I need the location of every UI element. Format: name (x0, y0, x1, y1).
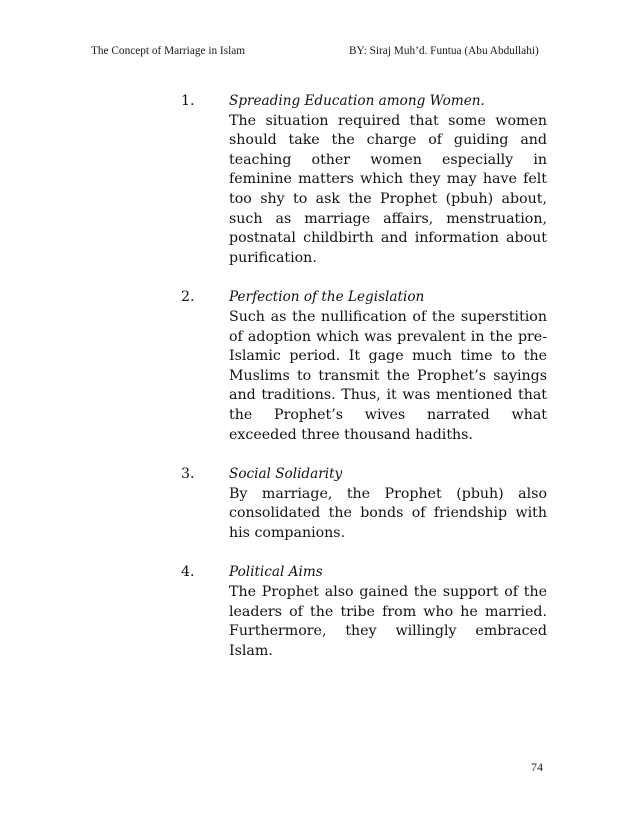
list-item-text: Such as the nullification of the superstition of adoption which was prevalent in the pre-Islamic period. It gage much time to the Muslims to transmit the Prophet’s sayings and traditions. Thus, it was mentioned that the Prophet’s wives narrated what exceeded three thousand hadiths. (229, 308, 547, 443)
list-item-number: 3. (181, 466, 195, 483)
list-item (181, 92, 547, 268)
header-book-title: The Concept of Marriage in Islam (91, 45, 246, 57)
list-item-number: 4. (181, 564, 195, 581)
list-item-text: The Prophet also gained the support of the leaders of the tribe from who he married. Furthermore, they willingly embraced Islam. (229, 584, 547, 659)
page-number: 74 (531, 760, 543, 774)
list-item-text: By marriage, the Prophet (pbuh) also consolidated the bonds of friendship with his companions. (229, 485, 547, 541)
list-item-title: Political Aims (229, 564, 323, 581)
list-item-number: 1. (181, 93, 195, 109)
numbered-list (181, 92, 547, 681)
list-item-title: Perfection of the Legislation (229, 289, 425, 306)
list-item-number: 2. (181, 289, 195, 306)
list-item-title: Spreading Education among Women. (229, 93, 485, 109)
list-item-text: The situation required that some women should take the charge of guiding and teaching other women especially in feminine matters which they may have felt too shy to ask the Prophet (pbuh) about, such as marriage affairs, menstruation, postnatal childbirth and information about purification. (229, 112, 547, 266)
list-item (181, 288, 547, 445)
list-item (181, 465, 547, 543)
header-author: BY: Siraj Muh’d. Funtua (Abu Abdullahi) (349, 45, 539, 57)
list-item-title: Social Solidarity (229, 466, 343, 483)
list-item (181, 563, 547, 661)
